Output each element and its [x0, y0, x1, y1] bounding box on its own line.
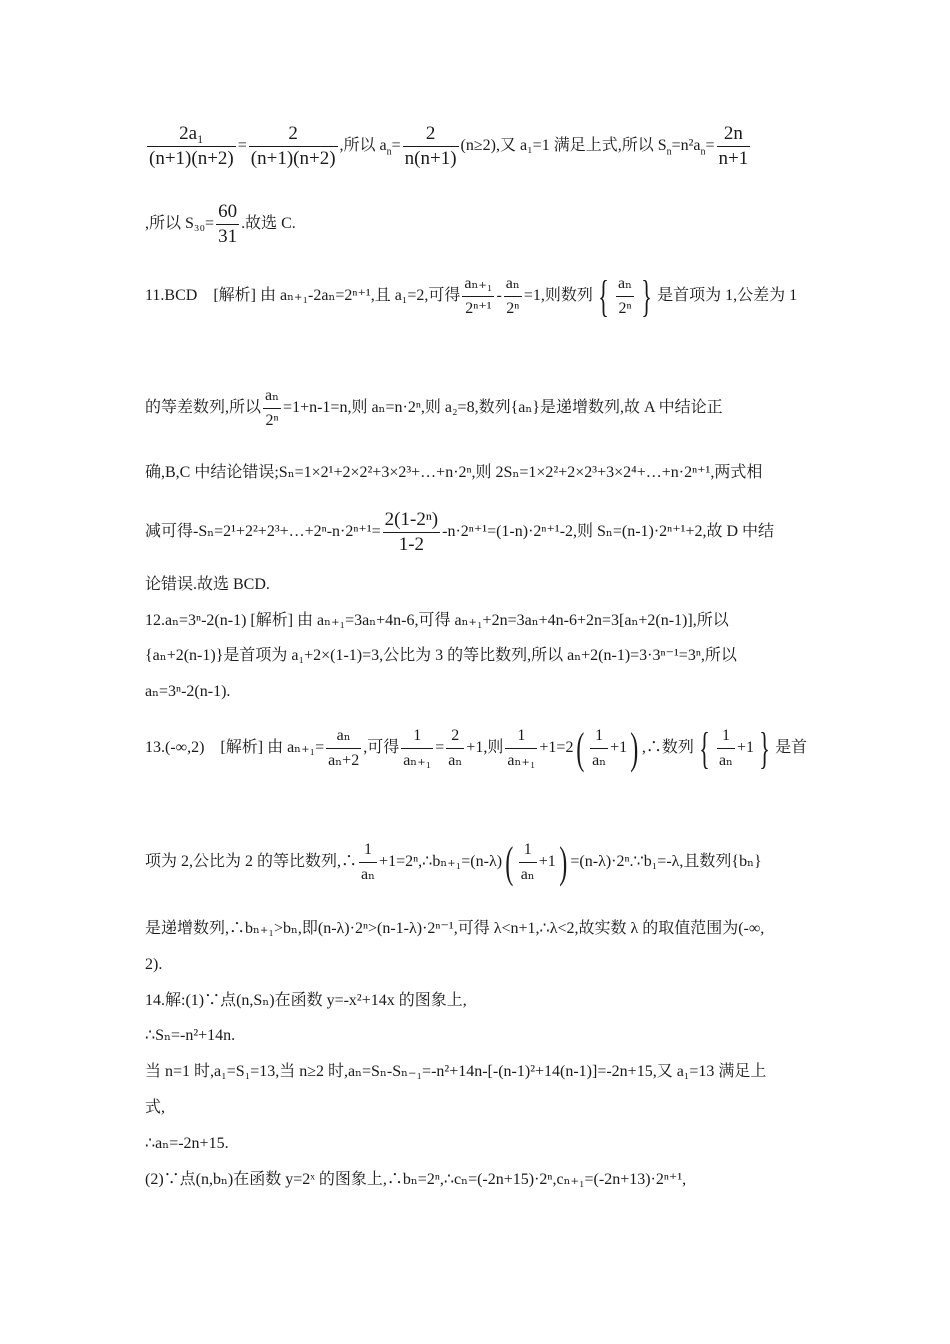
fraction: $\frac{\text{aₙ}}{\text{2ⁿ}}$ — [263, 384, 281, 433]
fraction: $\frac{2}{(n+1)(n+2)}$ — [250, 123, 336, 169]
fraction: $\frac{1}{\text{aₙ₊₁}}$ — [401, 724, 433, 773]
s12-line2: {aₙ+2(n-1)}是首项为 a₁+2×(1-1)=3,公比为 3 的等比数列,所以 aₙ+2(n-1)=3·3ⁿ⁻¹=3ⁿ,所以 — [145, 647, 737, 664]
fraction: $\frac{2}{\text{aₙ}}$ — [446, 724, 464, 773]
s14-line2: ∴Sₙ=-n²+14n. — [145, 1027, 236, 1044]
answer-label: 11.BCD — [145, 287, 198, 305]
fraction: $\frac{1}{\text{aₙ}}$ — [717, 724, 735, 773]
s11-line2: 的等差数列,所以 $\frac{\text{aₙ}}{\text{2ⁿ}}$ =1+n-1=n,则 aₙ=n·2ⁿ,则 a₂=8,数列{aₙ}是递增数列,故 A 中结论正 — [145, 384, 815, 433]
fraction: $\frac{2n}{n+1}$ — [718, 123, 749, 169]
fraction: $\frac{\text{2a₁}}{(n+1)(n+2)}$ — [149, 123, 234, 169]
s11-line3: 确,B,C 中结论错误;Sₙ=1×2¹+2×2²+3×2³+…+n·2ⁿ,则 2Sₙ=1×2²+2×2³+3×2⁴+…+n·2ⁿ⁺¹,两式相 — [145, 464, 763, 481]
s12-line3: aₙ=3ⁿ-2(n-1). — [145, 683, 231, 700]
s13-line2: 项为 2,公比为 2 的等比数列,∴ $\frac{1}{\text{aₙ}}$ +1=2ⁿ,∴bₙ₊₁=(n-λ)( $\frac{1}{\text{aₙ}}$ +1) =(n-λ)·2ⁿ.∵b₁=-λ,且数列{bₙ} — [145, 837, 762, 887]
fraction: $\frac{1}{\text{aₙ}}$ — [519, 838, 537, 887]
analysis-tag: [解析] — [220, 739, 264, 757]
s13-line3: 是递增数列,∴bₙ₊₁>bₙ,即(n-λ)·2ⁿ>(n-1-λ)·2ⁿ⁻¹,可得 λ<n+1,∴λ<2,故实数 λ 的取值范围为(-∞, — [145, 920, 765, 937]
s10-line1: $\frac{\text{2a₁}}{(n+1)(n+2)}$ = $\frac{2}{(n+1)(n+2)}$ ,所以 $a_n=$ $\frac{2}{n(n+1)}$ (n≥2),又 a₁=1 满足上式,所以 $S_n=n^2a_n=$ $\frac{2n}{n+1}$ — [149, 123, 749, 169]
answer-label: 13.(-∞,2) — [145, 739, 205, 757]
analysis-tag: [解析] — [213, 287, 256, 305]
fraction: $\frac{60}{31}$ — [218, 201, 238, 247]
fraction: $\frac{\text{aₙ}}{\text{aₙ+2}}$ — [326, 724, 361, 773]
s14-line5: ∴aₙ=-2n+15. — [145, 1135, 229, 1152]
s11-line4: 减可得-Sₙ=2¹+2²+2³+…+2ⁿ-n·2ⁿ⁺¹= $\frac{\text{2(1-2ⁿ)}}{1-2}$ -n·2ⁿ⁺¹=(1-n)·2ⁿ⁺¹-2,则 Sₙ=(n-1)·2ⁿ⁺¹+2,故 D 中结 — [145, 509, 775, 555]
fraction: $\frac{2}{n(n+1)}$ — [404, 123, 457, 169]
s14-line6: (2)∵点(n,bₙ)在函数 y=2ˣ 的图象上,∴bₙ=2ⁿ,∴cₙ=(-2n+15)·2ⁿ,cₙ₊₁=(-2n+13)·2ⁿ⁺¹, — [145, 1171, 687, 1188]
s11-line1: 11.BCD [解析] 由 aₙ₊₁-2aₙ=2ⁿ⁺¹,且 a₁=2,可得 $\frac{\text{aₙ₊₁}}{\text{2ⁿ⁺¹}}$ - $\frac{\text{aₙ}}{\text{2ⁿ}}$ =1,则数列 { $\frac{\text{aₙ}}{\text{2ⁿ}}$ } 是首项为 1,公差为 1 — [145, 271, 798, 321]
fraction: $\frac{1}{\text{aₙ₊₁}}$ — [505, 724, 537, 773]
fraction: $\frac{\text{aₙ}}{\text{2ⁿ}}$ — [504, 272, 522, 321]
s14-line4: 式, — [145, 1099, 166, 1116]
fraction: $\frac{\text{aₙ}}{\text{2ⁿ}}$ — [616, 272, 634, 321]
fraction: $\frac{\text{aₙ₊₁}}{\text{2ⁿ⁺¹}}$ — [462, 272, 494, 321]
s10-line2: ,所以 S₃₀= $\frac{60}{31}$ .故选 C. — [145, 201, 296, 247]
s14-line1: 14.解:(1)∵点(n,Sₙ)在函数 y=-x²+14x 的图象上, — [145, 992, 467, 1009]
fraction: $\frac{1}{\text{aₙ}}$ — [359, 838, 377, 887]
fraction: $\frac{1}{\text{aₙ}}$ — [590, 724, 608, 773]
s12-line1: 12.aₙ=3ⁿ-2(n-1) [解析] 由 aₙ₊₁=3aₙ+4n-6,可得 aₙ₊₁+2n=3aₙ+4n-6+2n=3[aₙ+2(n-1)],所以 — [145, 612, 729, 629]
s13-line1: 13.(-∞,2) [解析] 由 aₙ₊₁= $\frac{\text{aₙ}}{\text{aₙ+2}}$ ,可得 $\frac{1}{\text{aₙ₊₁}}$ = $\frac{2}{\text{aₙ}}$ +1,则 $\frac{1}{\text{aₙ₊₁}}$ +1=2( $\frac{1}{\text{aₙ}}$ +1) ,∴数列 { $\frac{1}{\text{aₙ}}$ +1 } 是首 — [145, 723, 808, 773]
s11-line5: 论错误.故选 BCD. — [145, 576, 270, 593]
s14-line3: 当 n=1 时,a₁=S₁=13,当 n≥2 时,aₙ=Sₙ-Sₙ₋₁=-n²+14n-[-(n-1)²+14(n-1)]=-2n+15,又 a₁=13 满足上 — [145, 1063, 767, 1080]
fraction: $\frac{\text{2(1-2ⁿ)}}{1-2}$ — [384, 509, 439, 555]
s13-line4: 2). — [145, 956, 163, 973]
